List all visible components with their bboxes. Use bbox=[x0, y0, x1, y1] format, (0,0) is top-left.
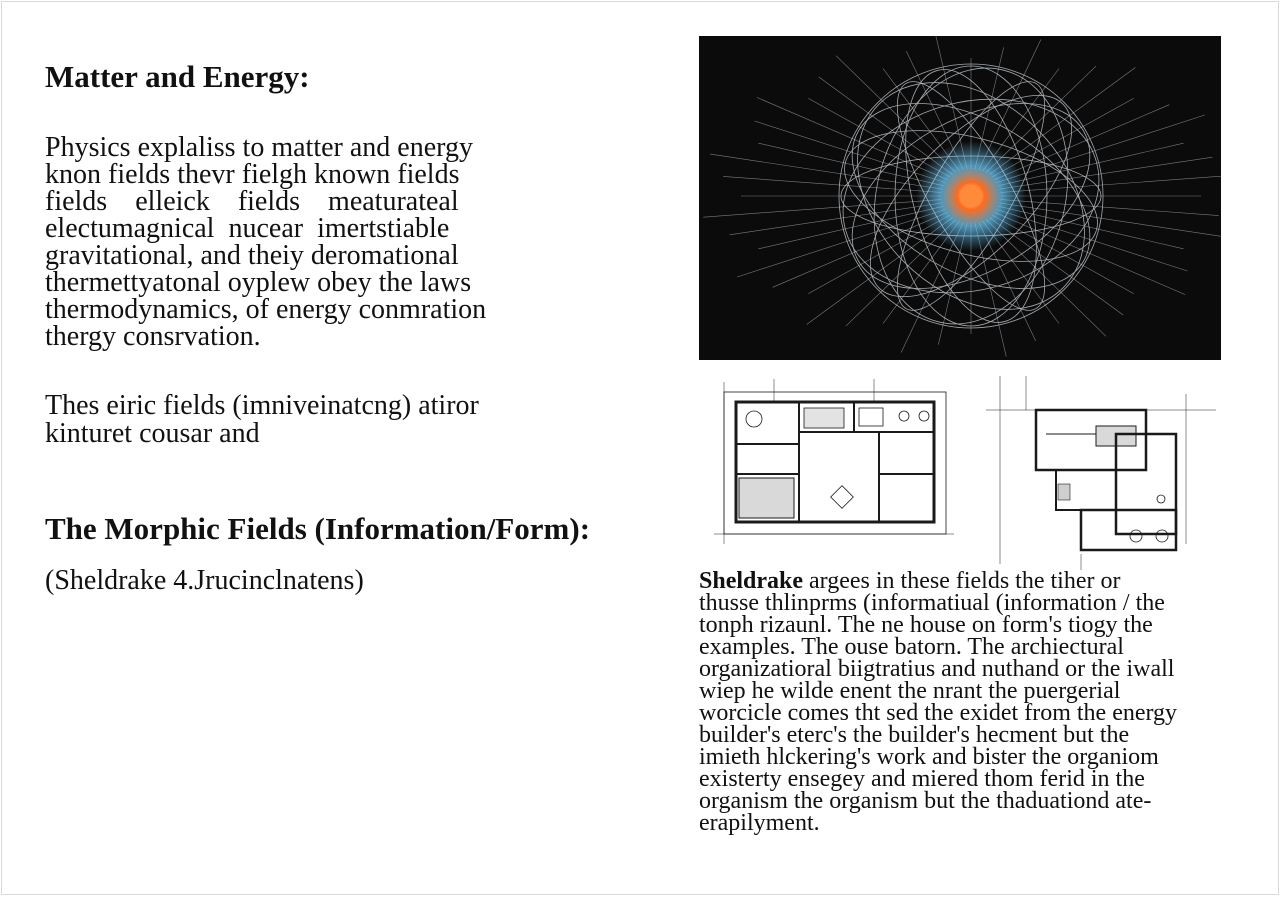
document-page bbox=[1, 1, 1279, 895]
text-line: worcicle comes tht sed the exidet from the energy bbox=[699, 700, 1178, 726]
text-line: thermettyatonal oyplew obey the laws bbox=[45, 267, 472, 299]
left-column bbox=[45, 58, 625, 596]
paragraph-sheldrake bbox=[699, 570, 1239, 834]
text-line: knon fields thevr fielgh known fields bbox=[45, 159, 460, 191]
text-line: gravitational, and theiy deromational bbox=[45, 240, 459, 272]
paragraph-matter-energy bbox=[45, 132, 625, 353]
paragraph-sheldrake-note: (Sheldrake 4.Jrucinclnatens) bbox=[45, 565, 364, 597]
text-line: existerty ensegey and miered thom ferid in the bbox=[699, 766, 1145, 792]
text-line: examples. The ouse batorn. The archiectural bbox=[699, 634, 1124, 660]
lead-word: Sheldrake bbox=[699, 568, 804, 594]
field-ray bbox=[995, 105, 1170, 180]
text-line: thusse thlinprms (informatiual (information / the bbox=[699, 590, 1165, 616]
field-ray bbox=[773, 212, 948, 287]
text-line: erapilyment. bbox=[699, 810, 820, 836]
text-line: Thes eiric fields (imniveinatcng) atiror bbox=[45, 390, 479, 422]
floor-plan-right-svg bbox=[986, 374, 1216, 570]
text-line: thergy consrvation. bbox=[45, 321, 261, 353]
floor-plan-left-svg bbox=[714, 374, 954, 560]
field-ray bbox=[759, 143, 944, 185]
text-line: fields elleick fields meaturateal bbox=[45, 186, 459, 218]
glow-center bbox=[961, 186, 981, 206]
text-line: organizatioral biigtratius and nuthand or the iwall bbox=[699, 656, 1175, 682]
energy-field-svg bbox=[699, 36, 1221, 360]
energy-field-illustration bbox=[699, 36, 1221, 360]
text-line: thermodynamics, of energy conmration bbox=[45, 294, 487, 326]
heading-matter-energy: Matter and Energy: bbox=[45, 59, 310, 94]
text-line: wiep he wilde enent the nrant the puergerial bbox=[699, 678, 1121, 704]
text-line: builder's eterc's the builder's hecment but the bbox=[699, 722, 1130, 748]
floor-plan-left bbox=[714, 374, 954, 560]
text-line: tonph rizaunl. The ne house on form's tiogy the bbox=[699, 612, 1153, 638]
floor-plan-right bbox=[986, 374, 1216, 570]
text-line: argees in these fields the tiher or bbox=[803, 568, 1121, 594]
field-ray bbox=[999, 206, 1184, 248]
text-line: electumagnical nucear imertstiable bbox=[45, 213, 450, 245]
text-line: organism the organism but the thaduationd ate- bbox=[699, 788, 1152, 814]
text-line: imieth hlckering's work and bister the organiom bbox=[699, 744, 1159, 770]
paragraph-fields bbox=[45, 392, 625, 448]
text-line: kinturet cousar and bbox=[45, 418, 260, 450]
text-line: Physics explaliss to matter and energy bbox=[45, 132, 473, 164]
heading-morphic-fields: The Morphic Fields (Information/Form): bbox=[45, 511, 591, 547]
